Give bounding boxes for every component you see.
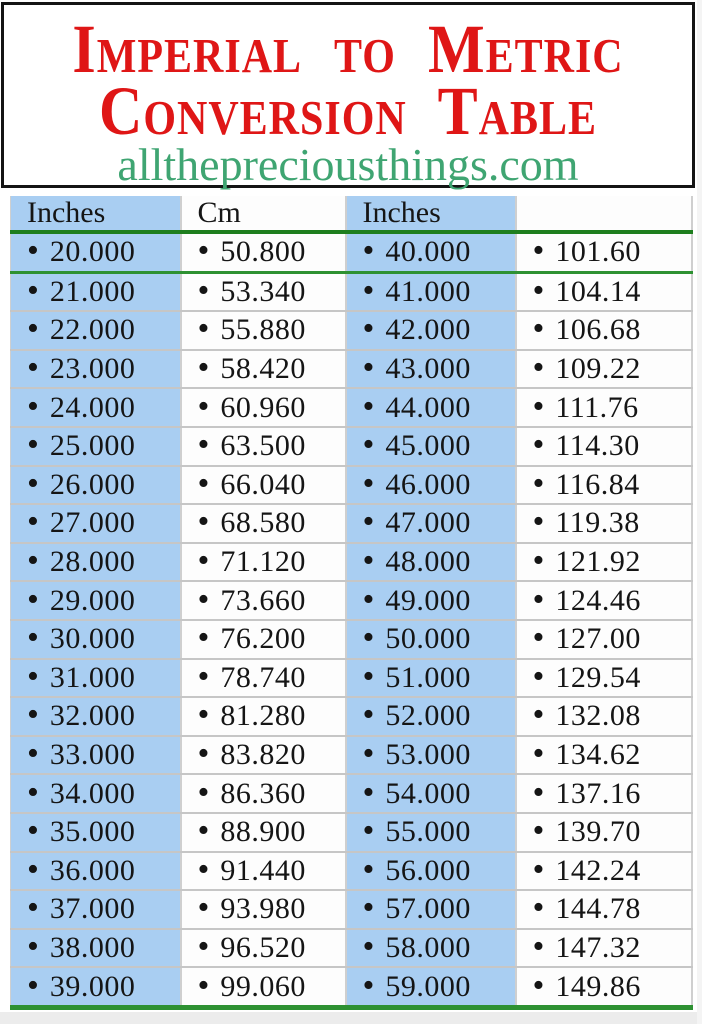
cell-value: 81.280: [220, 699, 306, 733]
bullet-icon: •: [532, 272, 545, 309]
table-cell: [181, 929, 346, 968]
cell-value: 66.040: [220, 467, 306, 501]
bullet-icon: •: [27, 697, 39, 734]
table-cell: [11, 427, 181, 466]
table-cell: [346, 311, 516, 350]
page-title-line2: Conversion Table: [98, 73, 598, 149]
table-row: [11, 272, 692, 311]
bullet-icon: •: [532, 851, 545, 888]
table-cell: [181, 272, 346, 311]
table-cell: [346, 427, 516, 466]
table-cell: [346, 852, 516, 891]
bullet-icon: •: [27, 426, 39, 464]
table-row: [11, 929, 692, 968]
cell-value: 52.000: [385, 699, 471, 733]
table-cell: [11, 232, 181, 272]
bullet-icon: •: [197, 311, 210, 348]
table-cell: [181, 774, 346, 813]
bullet-icon: •: [532, 774, 545, 811]
cell-value: 134.62: [555, 738, 641, 772]
bullet-icon: •: [197, 542, 210, 580]
cell-value: 43.000: [385, 352, 471, 386]
cell-value: 56.000: [385, 853, 471, 887]
table-row: [11, 736, 692, 775]
table-row: [11, 581, 692, 620]
table-cell: [181, 466, 346, 505]
cell-value: 114.30: [555, 429, 640, 463]
bullet-icon: •: [197, 272, 210, 309]
bullet-icon: •: [197, 504, 210, 541]
table-body: [11, 232, 692, 1007]
table-cell: [346, 466, 516, 505]
bullet-icon: •: [362, 388, 375, 425]
table-cell: [516, 466, 692, 505]
cell-value: 45.000: [385, 429, 471, 463]
bullet-icon: •: [362, 928, 375, 965]
table-cell: [11, 774, 181, 813]
bullet-icon: •: [362, 735, 375, 773]
table-row: [11, 697, 692, 736]
cell-value: 20.000: [49, 235, 136, 269]
bullet-icon: •: [532, 735, 545, 773]
bullet-icon: •: [27, 349, 39, 387]
cell-value: 73.660: [220, 583, 306, 617]
cell-value: 57.000: [385, 892, 471, 926]
bullet-icon: •: [27, 890, 39, 927]
bullet-icon: •: [362, 349, 375, 387]
table-cell: [181, 311, 346, 350]
table-cell: [516, 736, 692, 775]
cell-value: 96.520: [220, 930, 306, 964]
bullet-icon: •: [532, 928, 545, 965]
table-cell: [11, 967, 181, 1007]
table-cell: [516, 967, 692, 1007]
table-row: [11, 774, 692, 813]
page-title-line1: Imperial to Metric: [72, 11, 624, 87]
bullet-icon: •: [27, 542, 39, 580]
bullet-icon: •: [362, 465, 375, 502]
table-cell: [516, 388, 692, 427]
table-row: [11, 543, 692, 582]
table-cell: [11, 504, 181, 543]
bullet-icon: •: [362, 581, 375, 618]
table-cell: [181, 504, 346, 543]
bullet-icon: •: [27, 504, 39, 541]
bullet-icon: •: [362, 311, 375, 348]
bullet-icon: •: [532, 465, 545, 502]
cell-value: 53.340: [220, 274, 306, 308]
bullet-icon: •: [27, 388, 39, 425]
cell-value: 28.000: [49, 545, 136, 579]
bullet-icon: •: [532, 812, 545, 850]
cell-value: 50.800: [220, 235, 306, 269]
cell-value: 23.000: [49, 352, 136, 386]
cell-value: 31.000: [49, 660, 136, 694]
cell-value: 38.000: [49, 930, 136, 964]
cell-value: 30.000: [49, 622, 136, 656]
bullet-icon: •: [197, 851, 210, 888]
bullet-icon: •: [197, 697, 210, 734]
bullet-icon: •: [197, 619, 210, 657]
bullet-icon: •: [532, 697, 545, 734]
bullet-icon: •: [197, 232, 210, 270]
table-cell: [181, 232, 346, 272]
table-cell: [181, 543, 346, 582]
table-cell: [516, 311, 692, 350]
cell-value: 88.900: [220, 815, 306, 849]
bullet-icon: •: [362, 967, 375, 1004]
table-cell: [181, 697, 346, 736]
table-cell: [11, 350, 181, 389]
cell-value: 26.000: [49, 467, 136, 501]
bullet-icon: •: [362, 890, 375, 927]
cell-value: 36.000: [49, 853, 136, 887]
cell-value: 48.000: [385, 545, 471, 579]
table-cell: [516, 659, 692, 698]
conversion-table: [10, 196, 693, 1010]
bullet-icon: •: [362, 619, 375, 657]
table-cell: [181, 967, 346, 1007]
cell-value: 55.880: [220, 313, 306, 347]
table-cell: [346, 350, 516, 389]
table-cell: [516, 581, 692, 620]
column-header-cm-2: [516, 196, 692, 232]
bullet-icon: •: [27, 232, 39, 270]
table-cell: [11, 890, 181, 929]
table-row: [11, 504, 692, 543]
table-cell: [346, 543, 516, 582]
bullet-icon: •: [197, 658, 210, 695]
cell-value: 22.000: [49, 313, 136, 347]
website-url: allthepreciousthings.com: [117, 139, 579, 190]
bullet-icon: •: [362, 272, 375, 309]
column-header-inches-1: Inches: [11, 196, 181, 232]
table-cell: [181, 852, 346, 891]
table-cell: [346, 620, 516, 659]
table-header: [11, 196, 692, 232]
cell-value: 51.000: [385, 660, 471, 694]
bullet-icon: •: [27, 581, 39, 618]
table-cell: [181, 388, 346, 427]
cell-value: 44.000: [385, 390, 471, 424]
cell-value: 49.000: [385, 583, 471, 617]
bullet-icon: •: [532, 311, 545, 348]
cell-value: 142.24: [555, 853, 641, 887]
header-box: [1, 2, 695, 188]
bullet-icon: •: [197, 426, 210, 464]
table-cell: [516, 427, 692, 466]
cell-value: 104.14: [555, 274, 641, 308]
table-cell: [346, 388, 516, 427]
cell-value: 58.000: [385, 930, 471, 964]
table-cell: [11, 852, 181, 891]
table-cell: [11, 736, 181, 775]
cell-value: 29.000: [49, 583, 136, 617]
table-row: [11, 967, 692, 1007]
table-cell: [11, 697, 181, 736]
bullet-icon: •: [27, 465, 39, 502]
cell-value: 149.86: [555, 969, 641, 1003]
bullet-icon: •: [532, 542, 545, 580]
bullet-icon: •: [197, 581, 210, 618]
cell-value: 46.000: [385, 467, 471, 501]
bullet-icon: •: [362, 851, 375, 888]
bullet-icon: •: [27, 311, 39, 348]
cell-value: 116.84: [555, 467, 640, 501]
table-cell: [11, 929, 181, 968]
table-cell: [346, 697, 516, 736]
table-row: [11, 852, 692, 891]
bullet-icon: •: [532, 388, 545, 425]
table-cell: [11, 813, 181, 852]
cell-value: 68.580: [220, 506, 306, 540]
table-cell: [181, 427, 346, 466]
table-cell: [346, 272, 516, 311]
table-cell: [516, 543, 692, 582]
table-cell: [181, 890, 346, 929]
bullet-icon: •: [362, 504, 375, 541]
table-cell: [516, 852, 692, 891]
table-row: [11, 427, 692, 466]
column-header-inches-2: Inches: [346, 196, 516, 232]
cell-value: 53.000: [385, 738, 471, 772]
bullet-icon: •: [197, 928, 210, 965]
table-cell: [346, 774, 516, 813]
bullet-icon: •: [27, 658, 39, 695]
table-cell: [516, 620, 692, 659]
table-cell: [516, 697, 692, 736]
table-row: [11, 813, 692, 852]
cell-value: 60.960: [220, 390, 306, 424]
table-cell: [11, 388, 181, 427]
bullet-icon: •: [532, 232, 545, 270]
bullet-icon: •: [362, 232, 375, 270]
table-cell: [11, 272, 181, 311]
cell-value: 137.16: [555, 776, 641, 810]
cell-value: 71.120: [220, 545, 306, 579]
table-cell: [346, 232, 516, 272]
cell-value: 111.76: [555, 390, 639, 424]
bullet-icon: •: [197, 735, 210, 773]
bullet-icon: •: [532, 581, 545, 618]
bullet-icon: •: [362, 426, 375, 464]
table-cell: [181, 736, 346, 775]
bullet-icon: •: [27, 619, 39, 657]
cell-value: 34.000: [49, 776, 136, 810]
table-row: [11, 232, 692, 272]
cell-value: 144.78: [555, 892, 641, 926]
bullet-icon: •: [27, 812, 39, 850]
table-cell: [346, 581, 516, 620]
cell-value: 139.70: [555, 815, 641, 849]
table-cell: [11, 543, 181, 582]
bullet-icon: •: [27, 928, 39, 965]
cell-value: 37.000: [49, 892, 136, 926]
bullet-icon: •: [532, 504, 545, 541]
cell-value: 54.000: [385, 776, 471, 810]
bullet-icon: •: [362, 774, 375, 811]
table-cell: [516, 929, 692, 968]
table-cell: [516, 774, 692, 813]
bullet-icon: •: [27, 272, 39, 309]
cell-value: 47.000: [385, 506, 471, 540]
table-cell: [11, 581, 181, 620]
cell-value: 63.500: [220, 429, 306, 463]
cell-value: 25.000: [49, 429, 136, 463]
column-header-cm-1: Cm: [181, 196, 346, 232]
bullet-icon: •: [532, 349, 545, 387]
cell-value: 58.420: [220, 352, 306, 386]
table-header-row: [11, 196, 692, 232]
table-row: [11, 620, 692, 659]
table-row: [11, 890, 692, 929]
bullet-icon: •: [197, 465, 210, 502]
cell-value: 86.360: [220, 776, 306, 810]
cell-value: 21.000: [49, 274, 136, 308]
table-row: [11, 350, 692, 389]
table-cell: [516, 813, 692, 852]
bullet-icon: •: [27, 967, 39, 1004]
bullet-icon: •: [362, 542, 375, 580]
cell-value: 40.000: [385, 235, 471, 269]
table-cell: [346, 967, 516, 1007]
cell-value: 32.000: [49, 699, 136, 733]
table-cell: [11, 659, 181, 698]
table-cell: [516, 232, 692, 272]
bullet-icon: •: [532, 967, 545, 1004]
cell-value: 39.000: [49, 969, 136, 1003]
cell-value: 24.000: [49, 390, 136, 424]
table-row: [11, 466, 692, 505]
table-cell: [11, 466, 181, 505]
bullet-icon: •: [27, 774, 39, 811]
table-cell: [346, 736, 516, 775]
cell-value: 78.740: [220, 660, 306, 694]
table-cell: [11, 311, 181, 350]
cell-value: 55.000: [385, 815, 471, 849]
cell-value: 124.46: [555, 583, 641, 617]
cell-value: 35.000: [49, 815, 136, 849]
bottom-margin-strip: [0, 1012, 702, 1024]
bullet-icon: •: [362, 812, 375, 850]
table-cell: [346, 659, 516, 698]
cell-value: 42.000: [385, 313, 471, 347]
table-cell: [346, 929, 516, 968]
cell-value: 121.92: [555, 545, 641, 579]
table-cell: [181, 659, 346, 698]
table-cell: [11, 620, 181, 659]
cell-value: 27.000: [49, 506, 136, 540]
cell-value: 106.68: [555, 313, 641, 347]
cell-value: 147.32: [555, 930, 641, 964]
cell-value: 132.08: [555, 699, 641, 733]
table-cell: [181, 581, 346, 620]
cell-value: 59.000: [385, 969, 471, 1003]
bullet-icon: •: [532, 890, 545, 927]
cell-value: 127.00: [555, 622, 641, 656]
bullet-icon: •: [197, 774, 210, 811]
cell-value: 119.38: [555, 506, 640, 540]
table-cell: [346, 890, 516, 929]
table-cell: [181, 350, 346, 389]
bullet-icon: •: [362, 697, 375, 734]
bullet-icon: •: [197, 388, 210, 425]
cell-value: 33.000: [49, 738, 136, 772]
table-row: [11, 388, 692, 427]
table-cell: [181, 620, 346, 659]
table-row: [11, 659, 692, 698]
cell-value: 93.980: [220, 892, 306, 926]
bullet-icon: •: [27, 851, 39, 888]
table-row: [11, 311, 692, 350]
bullet-icon: •: [532, 658, 545, 695]
bullet-icon: •: [362, 658, 375, 695]
table-cell: [516, 504, 692, 543]
table-cell: [181, 813, 346, 852]
cell-value: 50.000: [385, 622, 471, 656]
table-cell: [346, 504, 516, 543]
bullet-icon: •: [197, 890, 210, 927]
cell-value: 76.200: [220, 622, 306, 656]
cell-value: 129.54: [555, 660, 641, 694]
cell-value: 41.000: [385, 274, 471, 308]
cell-value: 83.820: [220, 738, 306, 772]
cell-value: 101.60: [555, 235, 641, 269]
bullet-icon: •: [532, 619, 545, 657]
right-margin-strip: [697, 0, 702, 1024]
table-cell: [516, 350, 692, 389]
bullet-icon: •: [27, 735, 39, 773]
table-cell: [516, 890, 692, 929]
cell-value: 109.22: [555, 352, 641, 386]
cell-value: 91.440: [220, 853, 306, 887]
cell-value: 99.060: [220, 969, 306, 1003]
bullet-icon: •: [197, 812, 210, 850]
table-cell: [346, 813, 516, 852]
bullet-icon: •: [197, 349, 210, 387]
bullet-icon: •: [197, 967, 210, 1004]
table-cell: [516, 272, 692, 311]
bullet-icon: •: [532, 426, 545, 464]
